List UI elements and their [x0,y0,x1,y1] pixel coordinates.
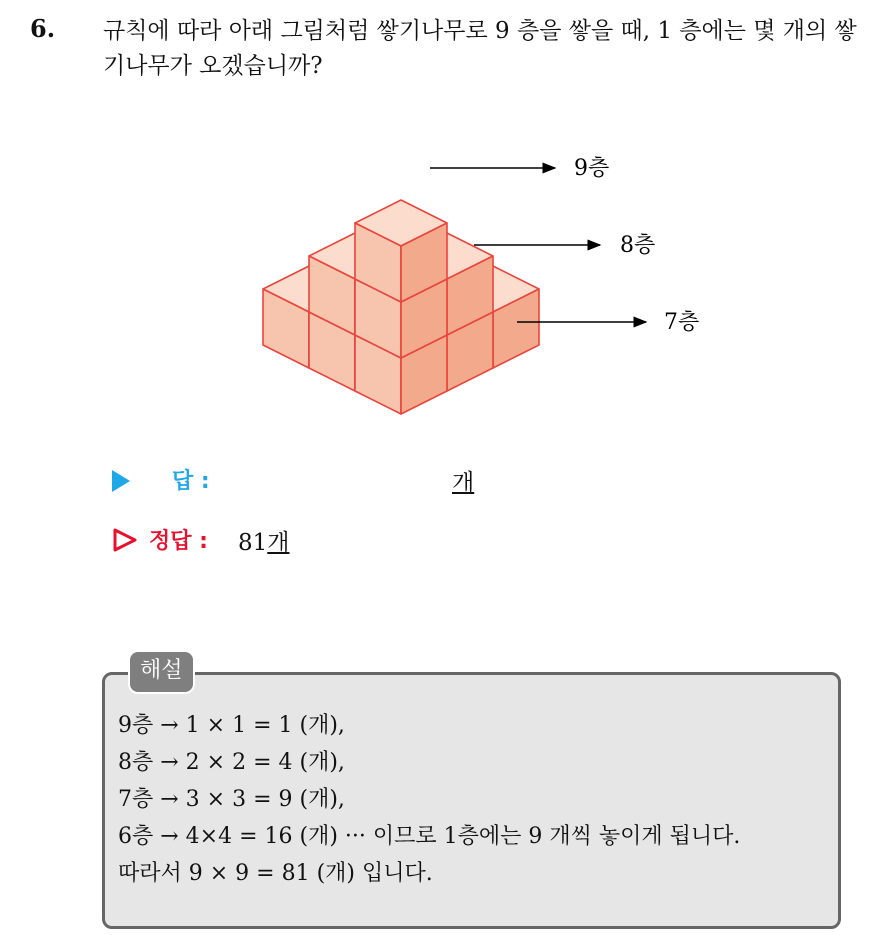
solution-line: 8층 → 2 × 2 = 4 (개), [118,750,345,775]
question-number: 6. [30,14,56,43]
solution-line: 따라서 9 × 9 = 81 (개) 입니다. [118,861,433,886]
correct-value: 81개 [238,530,290,556]
solution-line: 9층 → 1 × 1 = 1 (개), [118,713,345,738]
answer-marker-icon [112,470,130,492]
correct-label: 정답 : [149,529,208,554]
solution-tag: 해설 [128,650,195,694]
layer-7-label: 7층 [664,310,700,335]
solution-line: 6층 → 4×4 = 16 (개) ··· 이므로 1층에는 9 개씩 놓이게 됩니다. [118,824,741,849]
layer-9-label: 9층 [574,156,610,181]
answer-label: 답 : [172,469,210,494]
correct-marker-icon [112,527,138,553]
layer-8-label: 8층 [620,233,656,258]
answer-unit: 개 [452,470,475,496]
question-text: 규칙에 따라 아래 그림처럼 쌓기나무로 9 층을 쌓을 때, 1 층에는 몇 개의 쌓기나무가 오겠습니까? [103,18,857,79]
cube-stack-figure [0,0,884,460]
solution-line: 7층 → 3 × 3 = 9 (개), [118,787,345,812]
solution-lines [118,707,740,892]
correct-unit: 개 [267,530,290,556]
